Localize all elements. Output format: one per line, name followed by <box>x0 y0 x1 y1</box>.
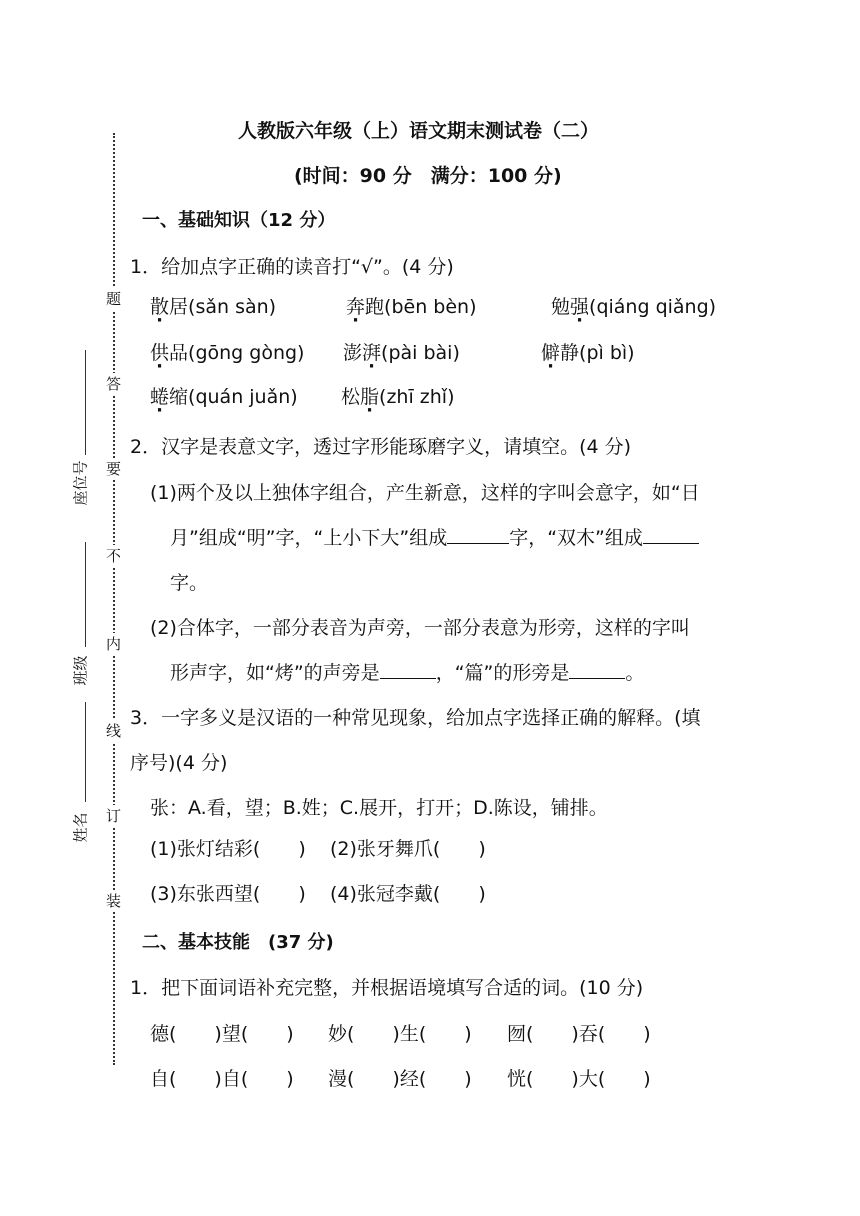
section-2-heading: 二、基本技能 (37 分) <box>142 932 334 953</box>
class-label: 班级 <box>71 655 90 686</box>
pinyin-item: 散居(sǎn sàn) <box>150 296 277 318</box>
name-line <box>85 702 86 802</box>
binding-dotted-line <box>113 133 115 1065</box>
margin-char-2: 答 <box>106 375 122 393</box>
q2-prompt: 2．汉字是表意文字，透过字形能琢磨字义，请填空。(4 分) <box>130 436 632 458</box>
idiom-fill[interactable]: 德( )望( ) <box>150 1023 294 1045</box>
seat-number-label: 座位号 <box>71 460 90 506</box>
q2-part1-line3: 字。 <box>170 572 209 594</box>
q3-item[interactable]: (1)张灯结彩( ) <box>150 838 306 860</box>
idiom-fill[interactable]: 自( )自( ) <box>150 1068 294 1090</box>
answer-blank[interactable] <box>380 677 436 679</box>
margin-char-6: 线 <box>106 722 122 740</box>
margin-char-4: 不 <box>106 547 122 565</box>
idiom-fill[interactable]: 恍( )大( ) <box>507 1068 651 1090</box>
q3-prompt-line2: 序号)(4 分) <box>130 752 228 774</box>
q2-part2-line1: (2)合体字，一部分表音为声旁，一部分表意为形旁，这样的字叫 <box>150 617 690 639</box>
pinyin-item: 澎湃(pài bài) <box>343 342 460 364</box>
section-1-heading: 一、基础知识（12 分） <box>142 210 336 231</box>
margin-char-8: 装 <box>106 892 122 910</box>
pinyin-item: 奔跑(bēn bèn) <box>346 296 477 318</box>
pinyin-item: 蜷缩(quán juǎn) <box>150 386 298 408</box>
class-line <box>85 542 86 647</box>
pinyin-item: 勉强(qiáng qiǎng) <box>551 296 717 318</box>
margin-char-7: 订 <box>106 807 122 825</box>
q2-part1-line2: 月”组成“明”字，“上小下大”组成 字，“双木”组成 <box>170 523 699 550</box>
margin-char-1: 题 <box>106 290 122 308</box>
margin-char-3: 要 <box>106 460 122 478</box>
answer-blank[interactable] <box>643 542 699 544</box>
page-subtitle: (时间：90 分 满分：100 分) <box>294 165 562 187</box>
q3-prompt-line1: 3．一字多义是汉语的一种常见现象，给加点字选择正确的解释。(填 <box>130 707 701 729</box>
q1-prompt: 1．给加点字正确的读音打“√”。(4 分) <box>130 256 454 278</box>
page-title: 人教版六年级（上）语文期末测试卷（二） <box>238 120 600 142</box>
idiom-fill[interactable]: 妙( )生( ) <box>328 1023 472 1045</box>
answer-blank[interactable] <box>447 542 509 544</box>
idiom-fill[interactable]: 囫( )吞( ) <box>507 1023 651 1045</box>
answer-blank[interactable] <box>569 677 625 679</box>
s2-q1-prompt: 1．把下面词语补充完整，并根据语境填写合适的词。(10 分) <box>130 977 644 999</box>
name-label: 姓名 <box>71 812 90 843</box>
q2-part2-line2: 形声字，如“烤”的声旁是 ，“篇”的形旁是 。 <box>170 662 645 684</box>
pinyin-item: 松脂(zhī zhǐ) <box>341 386 455 408</box>
margin-char-5: 内 <box>106 635 122 653</box>
pinyin-item: 僻静(pì bì) <box>541 342 635 364</box>
pinyin-item: 供品(gōng gòng) <box>150 342 305 364</box>
q3-options: 张：A.看，望；B.姓；C.展开，打开；D.陈设，铺排。 <box>150 797 608 819</box>
q3-item[interactable]: (3)东张西望( ) <box>150 883 306 905</box>
idiom-fill[interactable]: 漫( )经( ) <box>328 1068 472 1090</box>
q3-item[interactable]: (2)张牙舞爪( ) <box>330 838 486 860</box>
seat-number-line <box>85 350 86 455</box>
q3-item[interactable]: (4)张冠李戴( ) <box>330 883 486 905</box>
q2-part1-line1: (1)两个及以上独体字组合，产生新意，这样的字叫会意字，如“日 <box>150 482 700 504</box>
